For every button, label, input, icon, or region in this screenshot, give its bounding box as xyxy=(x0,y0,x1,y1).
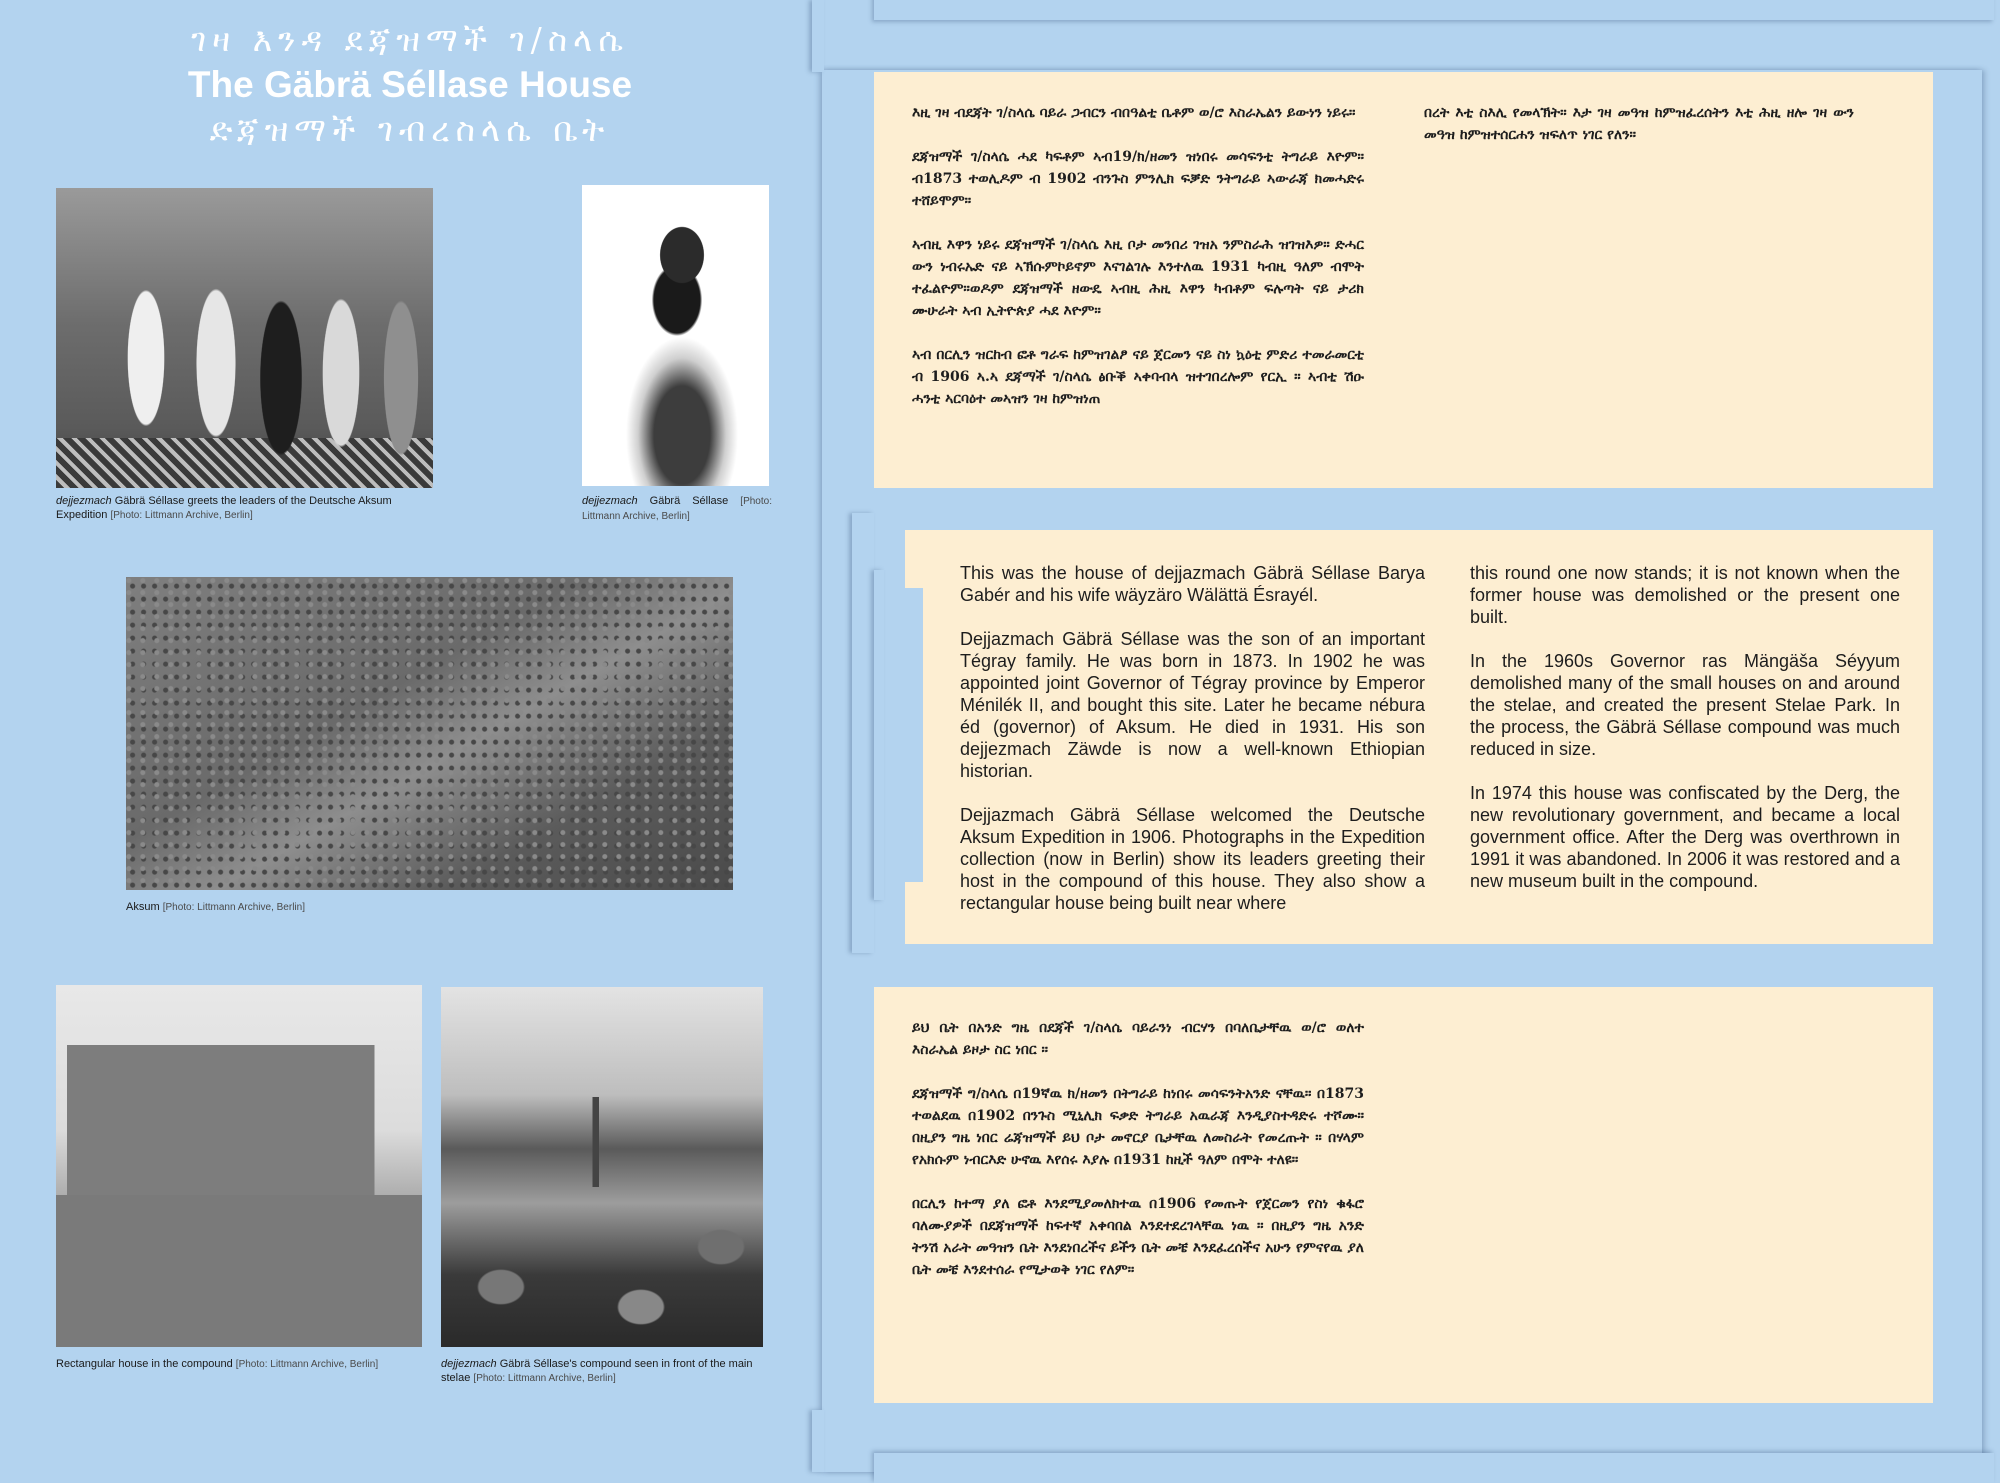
caption-compound-stelae xyxy=(441,1357,766,1386)
amharic-paragraph: ደጃዝማች ግ/ስላሴ በ19ኛዉ ክ/ዘመን በትግራይ ከነበሩ መሳፍንትአንድ ናቸዉ። በ1873 ተወልደዉ በ1902 በንጉስ ሚኒሊክ ፍቃድ ትግራይ አዉራጃ እንዲያስተዳድሩ ተሾሙ። በዚያን ግዜ ነበር ሬጃዝማች ይህ ቦታ መኖርያ ቤታቸዉ ለመስራት የመረጡት ። በሃላም የአክሱም ነብርእድ ሁኖዉ እየሰሩ እያሉ በ1931 ከዚች ዓለም በሞት ተለዩ። xyxy=(912,1086,1364,1168)
caption-title-italic: dejjezmach xyxy=(441,1358,497,1370)
frame-notch xyxy=(874,570,884,900)
caption-text: Aksum xyxy=(126,901,163,913)
tigrinya-column-2 xyxy=(1424,102,1854,168)
amharic-paragraph: ይህ ቤት በአንድ ግዜ በደጃች ገ/ስላሴ ባይራንነ ብርሃን በባለቤታቸዉ ወ/ሮ ወለተ እስራኤል ይዞታ ስር ነበር ። xyxy=(912,1020,1364,1058)
amharic-column-1 xyxy=(912,1017,1364,1303)
photo-expedition-greeting xyxy=(56,188,433,488)
tigrinya-paragraph: በረት እቲ ስእሊ የመላኽት። እታ ገዛ መዓዝ ከምዝፈረሰትን እቲ ሕዚ ዘሎ ገዛ ውን መዓዝ ከምዝተሰርሐን ዝፍለጥ ነገር የለን። xyxy=(1424,105,1854,143)
panel-notch xyxy=(905,588,923,882)
photo-credit: [Photo: Littmann Archive, Berlin] xyxy=(473,1373,616,1384)
photo-credit: [Photo: Littmann Archive, Berlin] xyxy=(162,902,305,913)
english-paragraph: In 1974 this house was confiscated by the Derg, the new revolutionary government, and became a local government office. After the Derg was overthrown in 1991 it was abandoned. In 2006 it was restored and a new museum built in the compound. xyxy=(1470,783,1900,891)
photo-aksum-aerial xyxy=(126,577,733,890)
photo-credit: [Photo: Littmann Archive, Berlin] xyxy=(110,510,253,521)
english-text-panel xyxy=(905,530,1933,944)
caption-expedition-greeting xyxy=(56,494,436,523)
english-paragraph: In the 1960s Governor ras Mängäša Séyyum demolished many of the small houses on and around the stelae, and created the present Stelae Park. In the process, the Gäbrä Séllase compound was much reduced in size. xyxy=(1470,651,1900,759)
caption-text: Gäbrä Séllase's compound seen in front of the main stelae xyxy=(441,1358,753,1384)
english-paragraph: This was the house of dejjazmach Gäbrä Séllase Barya Gabér and his wife wäyzäro Wälättä Ésrayél. xyxy=(960,563,1425,605)
english-paragraph: Dejjazmach Gäbrä Séllase welcomed the Deutsche Aksum Expedition in 1906. Photographs in the Expedition collection (now in Berlin) show its leaders greeting their host in the compound of this house. They also show a rectangular house being built near where xyxy=(960,805,1425,913)
title-block xyxy=(150,18,670,152)
amharic-text-panel xyxy=(874,987,1933,1403)
frame-notch xyxy=(812,1410,824,1472)
caption-portrait xyxy=(582,494,772,524)
caption-title-italic: dejjezmach xyxy=(56,495,112,507)
english-column-2 xyxy=(1470,562,1900,914)
photo-credit: [Photo: Littmann Archive, Berlin] xyxy=(235,1359,379,1370)
frame-notch xyxy=(812,0,824,72)
frame-notch xyxy=(852,513,874,953)
english-paragraph: this round one now stands; it is not known when the former house was demolished or the present one built. xyxy=(1470,563,1900,627)
tigrinya-text-panel xyxy=(874,72,1933,488)
amharic-paragraph: በርሊን ከተማ ያለ ፎቶ እንደሚያመለክተዉ በ1906 የመጡት የጀርመን የስነ ቁፋሮ ባለሙያዎች በደጃዝማች ከፍተኛ አቀባበል እንደተደረገላቸዉ ነዉ ። በዚያን ግዜ አንድ ትንሽ አራት መዓዝን ቤት እንደነበረችና ይችን ቤት መቼ እንደፈረሰችና አሁን የምናየዉ ያለ ቤት መቼ እንደተሰራ የሚታወቅ ነገር የለም። xyxy=(912,1196,1364,1278)
photo-credit: [Photo: Littmann Archive, Berlin] xyxy=(582,496,772,522)
caption-title-italic: dejjezmach xyxy=(582,495,638,507)
caption-text: Rectangular house in the compound xyxy=(56,1358,236,1370)
title-tigrinya: ገዛ እንዳ ደጃዝማች ገ/ስላሴ xyxy=(191,20,629,59)
tigrinya-paragraph: ደጃዝማች ገ/ስላሴ ሓደ ካፍቶም ኣብ19/ክ/ዘመን ዝነበሩ መሳፍንቲ ትግራይ እዮም። ብ1873 ተወሊዶም ብ 1902 ብንጉስ ምንሊክ ፍቓድ ንትግራይ ኣውራጃ ክመሓድሩ ተሸይሞም። xyxy=(912,149,1364,209)
photo-portrait xyxy=(582,185,769,486)
title-amharic: ድጃዝማች ገብረስላሴ ቤት xyxy=(209,110,611,149)
tigrinya-paragraph: ኣብ በርሊን ዝርከብ ፎቶ ግራፍ ከምዝገልፆ ናይ ጀርመን ናይ ስነ ኳዕቲ ምድሪ ተመራመርቲ ብ 1906 ኣ.ኣ ደጃማች ገ/ስላሴ ፅቡቕ ኣቀባብላ ዝተገበረሎም የርኢ ። ኣብቲ ሽዑ ሓንቲ ኣርባዕተ መኣዝን ገዛ ከምዝነጠ xyxy=(912,347,1364,407)
tigrinya-paragraph: ኣብዚ እዋን ነይሩ ደጃዝማች ገ/ስላሴ እዚ ቦታ መንበሪ ገዝአ ንምስራሕ ዝገዝእዎ። ድሓር ውን ነብሩኡድ ናይ ኣኽሱምኮይኖም እናገልገሉ እንተለዉ 1931 ካብዚ ዓለም ብሞት ተፈልዮም።ወዶም ደጃዝማች ዘውዴ ኣብዚ ሕዚ እዋን ካብቶም ፍሉጣት ናይ ታሪክ ሙሁራት ኣብ ኢትዮጵያ ሓደ እዮም። xyxy=(912,237,1364,319)
title-english: The Gäbrä Séllase House xyxy=(187,64,633,105)
photo-compound-stelae xyxy=(441,987,763,1347)
caption-text: Gäbrä Séllase xyxy=(637,495,741,507)
photo-rectangular-house xyxy=(56,985,422,1347)
frame-top-edge xyxy=(874,0,1994,20)
english-column-1 xyxy=(960,562,1425,936)
tigrinya-column-1 xyxy=(912,102,1364,432)
caption-rectangular-house xyxy=(56,1357,436,1372)
frame-bottom-edge xyxy=(874,1453,1994,1483)
caption-text: Gäbrä Séllase greets the leaders of the Deutsche Aksum Expedition xyxy=(56,495,392,521)
caption-aksum-aerial xyxy=(126,900,726,915)
english-paragraph: Dejjazmach Gäbrä Séllase was the son of an important Tégray family. He was born in 1873. In 1902 he was appointed joint Governor of Tégray province by Emperor Ménilék II, and bought this site. Later he became nébura éd (governor) of Aksum. He died in 1931. His son dejjezmach Zäwde is now a well-known Ethiopian historian. xyxy=(960,629,1425,781)
tigrinya-paragraph: እዚ ገዛ ብደጃት ገ/ስላሴ ባይራ ጋብርን ብበዓልቲ ቤቶም ወ/ሮ እስራኤልን ይውነን ነይሩ። xyxy=(912,105,1356,121)
